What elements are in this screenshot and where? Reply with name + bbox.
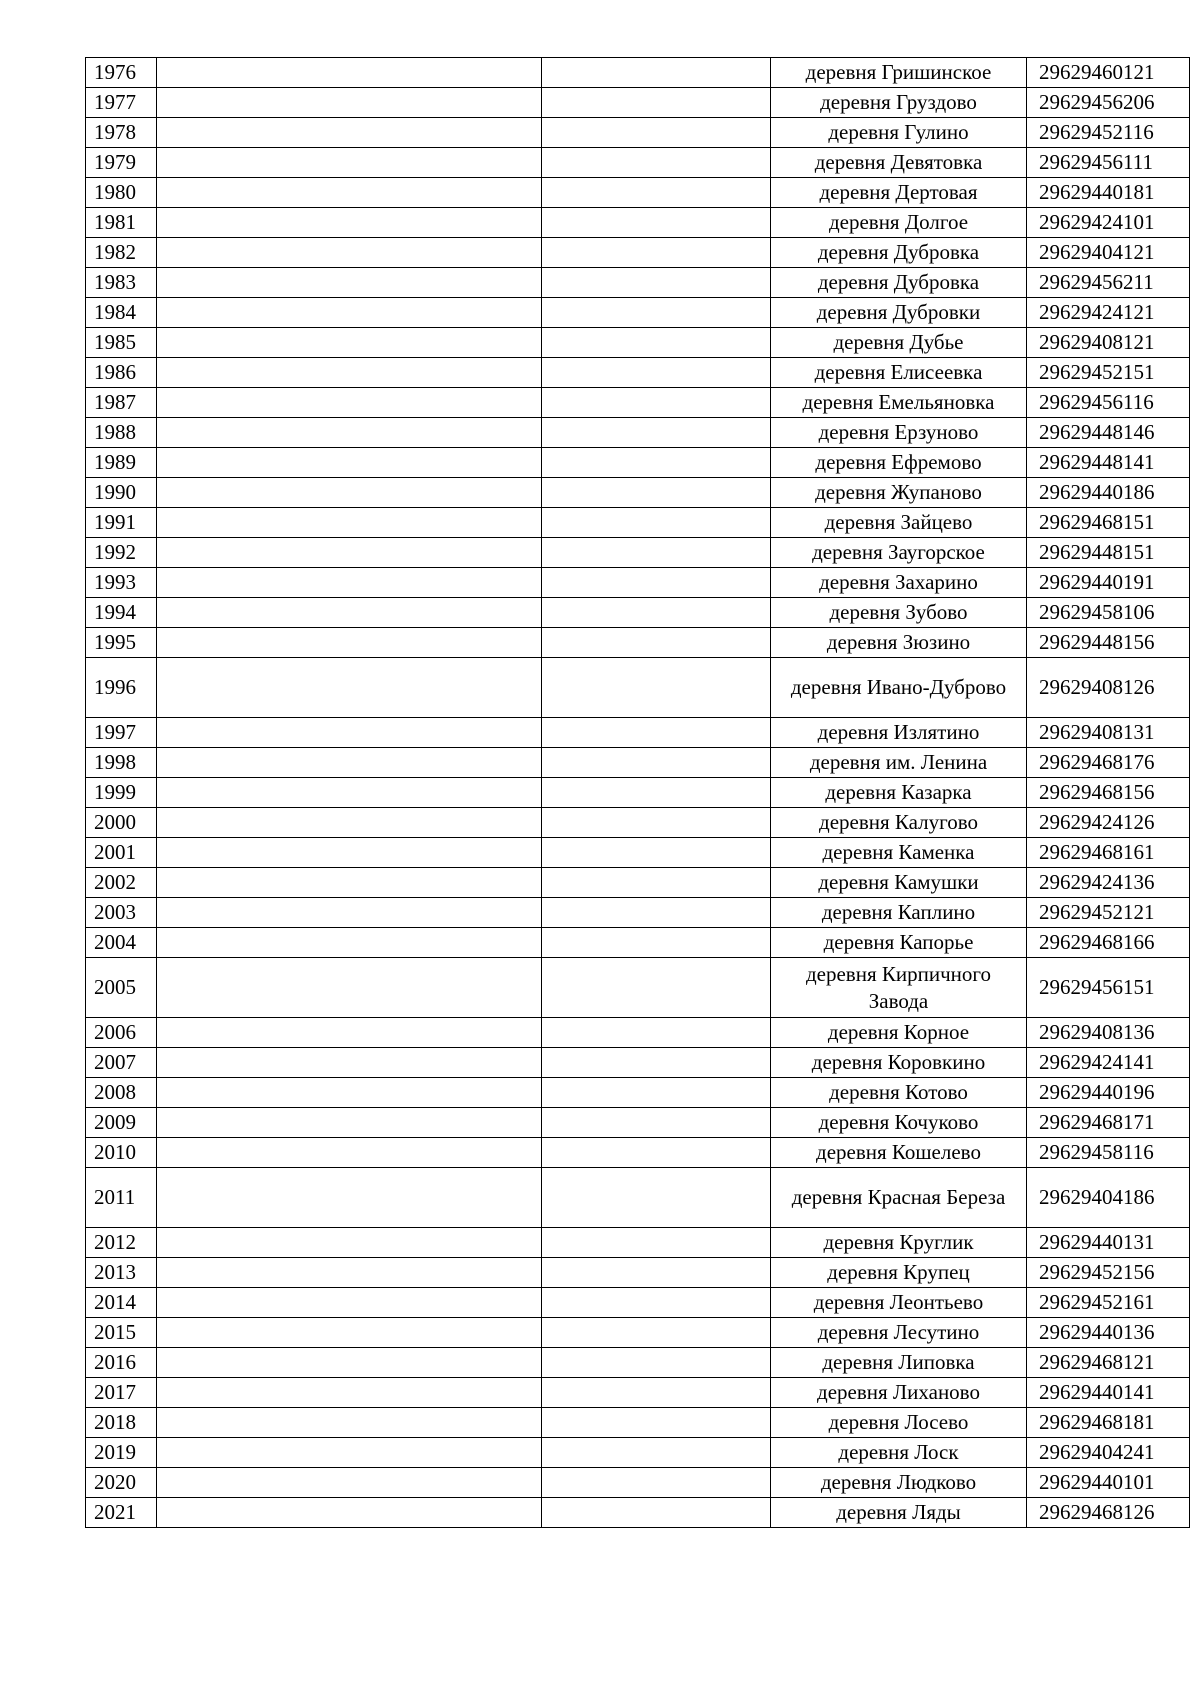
oktmo-code-cell: 29629404186 bbox=[1027, 1168, 1190, 1228]
oktmo-code-cell: 29629404241 bbox=[1027, 1438, 1190, 1468]
settlements-table bbox=[85, 57, 1190, 1528]
empty-cell bbox=[157, 1108, 542, 1138]
oktmo-code-cell: 29629452151 bbox=[1027, 358, 1190, 388]
settlement-name-cell: деревня Котово bbox=[771, 1078, 1027, 1108]
table-row bbox=[86, 148, 1190, 178]
oktmo-code-cell: 29629440196 bbox=[1027, 1078, 1190, 1108]
empty-cell bbox=[157, 508, 542, 538]
empty-cell bbox=[157, 1438, 542, 1468]
settlement-name-cell: деревня Дубровка bbox=[771, 268, 1027, 298]
settlement-name-cell: деревня Зюзино bbox=[771, 628, 1027, 658]
table-row bbox=[86, 658, 1190, 718]
empty-cell bbox=[542, 1018, 771, 1048]
empty-cell bbox=[542, 1318, 771, 1348]
settlement-name-cell: деревня Красная Береза bbox=[771, 1168, 1027, 1228]
empty-cell bbox=[157, 748, 542, 778]
row-number-cell: 2002 bbox=[86, 868, 157, 898]
table-row bbox=[86, 418, 1190, 448]
empty-cell bbox=[542, 178, 771, 208]
oktmo-code-cell: 29629448146 bbox=[1027, 418, 1190, 448]
empty-cell bbox=[157, 58, 542, 88]
empty-cell bbox=[542, 1288, 771, 1318]
table-row bbox=[86, 808, 1190, 838]
empty-cell bbox=[542, 748, 771, 778]
empty-cell bbox=[157, 208, 542, 238]
empty-cell bbox=[157, 1378, 542, 1408]
oktmo-code-cell: 29629458106 bbox=[1027, 598, 1190, 628]
oktmo-code-cell: 29629440191 bbox=[1027, 568, 1190, 598]
empty-cell bbox=[542, 328, 771, 358]
oktmo-code-cell: 29629440131 bbox=[1027, 1228, 1190, 1258]
settlement-name-cell: деревня Ерзуново bbox=[771, 418, 1027, 448]
empty-cell bbox=[157, 268, 542, 298]
empty-cell bbox=[542, 1498, 771, 1528]
row-number-cell: 1992 bbox=[86, 538, 157, 568]
empty-cell bbox=[542, 568, 771, 598]
settlement-name-cell: деревня Коровкино bbox=[771, 1048, 1027, 1078]
oktmo-code-cell: 29629440136 bbox=[1027, 1318, 1190, 1348]
row-number-cell: 1978 bbox=[86, 118, 157, 148]
table-row bbox=[86, 1378, 1190, 1408]
settlement-name-cell: деревня Кирпичного Завода bbox=[771, 958, 1027, 1018]
empty-cell bbox=[157, 598, 542, 628]
settlement-name-cell: деревня Круглик bbox=[771, 1228, 1027, 1258]
table-row bbox=[86, 58, 1190, 88]
settlement-name-cell: деревня Кочуково bbox=[771, 1108, 1027, 1138]
row-number-cell: 2007 bbox=[86, 1048, 157, 1078]
row-number-cell: 1986 bbox=[86, 358, 157, 388]
empty-cell bbox=[542, 658, 771, 718]
oktmo-code-cell: 29629440101 bbox=[1027, 1468, 1190, 1498]
table-row bbox=[86, 748, 1190, 778]
empty-cell bbox=[157, 178, 542, 208]
empty-cell bbox=[542, 1168, 771, 1228]
oktmo-code-cell: 29629424121 bbox=[1027, 298, 1190, 328]
empty-cell bbox=[157, 868, 542, 898]
empty-cell bbox=[157, 1228, 542, 1258]
oktmo-code-cell: 29629424101 bbox=[1027, 208, 1190, 238]
row-number-cell: 1997 bbox=[86, 718, 157, 748]
row-number-cell: 2019 bbox=[86, 1438, 157, 1468]
oktmo-code-cell: 29629468126 bbox=[1027, 1498, 1190, 1528]
settlement-name-cell: деревня Ляды bbox=[771, 1498, 1027, 1528]
empty-cell bbox=[157, 718, 542, 748]
oktmo-code-cell: 29629408131 bbox=[1027, 718, 1190, 748]
empty-cell bbox=[157, 448, 542, 478]
oktmo-code-cell: 29629468151 bbox=[1027, 508, 1190, 538]
settlement-name-cell: деревня Каплино bbox=[771, 898, 1027, 928]
settlement-name-cell: деревня Долгое bbox=[771, 208, 1027, 238]
oktmo-code-cell: 29629452116 bbox=[1027, 118, 1190, 148]
oktmo-code-cell: 29629452161 bbox=[1027, 1288, 1190, 1318]
empty-cell bbox=[157, 1078, 542, 1108]
empty-cell bbox=[542, 718, 771, 748]
settlement-name-cell: деревня Заугорское bbox=[771, 538, 1027, 568]
empty-cell bbox=[157, 1048, 542, 1078]
table-row bbox=[86, 1318, 1190, 1348]
table-row bbox=[86, 388, 1190, 418]
empty-cell bbox=[157, 958, 542, 1018]
empty-cell bbox=[157, 808, 542, 838]
row-number-cell: 1977 bbox=[86, 88, 157, 118]
table-row bbox=[86, 868, 1190, 898]
empty-cell bbox=[542, 868, 771, 898]
empty-cell bbox=[542, 118, 771, 148]
oktmo-code-cell: 29629448151 bbox=[1027, 538, 1190, 568]
table-row bbox=[86, 1048, 1190, 1078]
row-number-cell: 2008 bbox=[86, 1078, 157, 1108]
row-number-cell: 2000 bbox=[86, 808, 157, 838]
row-number-cell: 1988 bbox=[86, 418, 157, 448]
row-number-cell: 2012 bbox=[86, 1228, 157, 1258]
row-number-cell: 2010 bbox=[86, 1138, 157, 1168]
oktmo-code-cell: 29629440141 bbox=[1027, 1378, 1190, 1408]
table-row bbox=[86, 208, 1190, 238]
settlement-name-cell: деревня Крупец bbox=[771, 1258, 1027, 1288]
settlement-name-cell: деревня Казарка bbox=[771, 778, 1027, 808]
table-row bbox=[86, 88, 1190, 118]
empty-cell bbox=[542, 88, 771, 118]
row-number-cell: 1989 bbox=[86, 448, 157, 478]
empty-cell bbox=[542, 448, 771, 478]
empty-cell bbox=[542, 538, 771, 568]
empty-cell bbox=[157, 628, 542, 658]
empty-cell bbox=[542, 808, 771, 838]
settlement-name-cell: деревня Липовка bbox=[771, 1348, 1027, 1378]
empty-cell bbox=[542, 298, 771, 328]
empty-cell bbox=[542, 58, 771, 88]
settlement-name-cell: деревня Лесутино bbox=[771, 1318, 1027, 1348]
empty-cell bbox=[542, 898, 771, 928]
table-row bbox=[86, 568, 1190, 598]
empty-cell bbox=[157, 328, 542, 358]
empty-cell bbox=[157, 1168, 542, 1228]
row-number-cell: 2003 bbox=[86, 898, 157, 928]
table-row bbox=[86, 1408, 1190, 1438]
empty-cell bbox=[542, 928, 771, 958]
empty-cell bbox=[542, 148, 771, 178]
table-row bbox=[86, 448, 1190, 478]
table-row bbox=[86, 538, 1190, 568]
table-row bbox=[86, 1108, 1190, 1138]
empty-cell bbox=[157, 358, 542, 388]
empty-cell bbox=[157, 1258, 542, 1288]
empty-cell bbox=[542, 1438, 771, 1468]
table-row bbox=[86, 598, 1190, 628]
settlement-name-cell: деревня Елисеевка bbox=[771, 358, 1027, 388]
empty-cell bbox=[157, 538, 542, 568]
empty-cell bbox=[542, 508, 771, 538]
row-number-cell: 2016 bbox=[86, 1348, 157, 1378]
empty-cell bbox=[542, 418, 771, 448]
empty-cell bbox=[157, 898, 542, 928]
empty-cell bbox=[157, 838, 542, 868]
table-row bbox=[86, 838, 1190, 868]
row-number-cell: 1995 bbox=[86, 628, 157, 658]
settlement-name-cell: деревня Ефремово bbox=[771, 448, 1027, 478]
row-number-cell: 1999 bbox=[86, 778, 157, 808]
table-row bbox=[86, 178, 1190, 208]
empty-cell bbox=[157, 778, 542, 808]
row-number-cell: 2014 bbox=[86, 1288, 157, 1318]
empty-cell bbox=[157, 928, 542, 958]
row-number-cell: 1991 bbox=[86, 508, 157, 538]
table-row bbox=[86, 298, 1190, 328]
table-row bbox=[86, 508, 1190, 538]
table-row bbox=[86, 958, 1190, 1018]
settlement-name-cell: деревня Лоск bbox=[771, 1438, 1027, 1468]
oktmo-code-cell: 29629424141 bbox=[1027, 1048, 1190, 1078]
settlement-name-cell: деревня Корное bbox=[771, 1018, 1027, 1048]
row-number-cell: 1985 bbox=[86, 328, 157, 358]
row-number-cell: 1990 bbox=[86, 478, 157, 508]
settlement-name-cell: деревня Дертовая bbox=[771, 178, 1027, 208]
settlement-name-cell: деревня Ивано-Дуброво bbox=[771, 658, 1027, 718]
empty-cell bbox=[157, 1498, 542, 1528]
empty-cell bbox=[542, 598, 771, 628]
empty-cell bbox=[542, 1108, 771, 1138]
settlement-name-cell: деревня Лиханово bbox=[771, 1378, 1027, 1408]
settlement-name-cell: деревня Емельяновка bbox=[771, 388, 1027, 418]
empty-cell bbox=[542, 628, 771, 658]
table-row bbox=[86, 1258, 1190, 1288]
empty-cell bbox=[542, 1348, 771, 1378]
oktmo-code-cell: 29629468156 bbox=[1027, 778, 1190, 808]
row-number-cell: 2005 bbox=[86, 958, 157, 1018]
oktmo-code-cell: 29629456206 bbox=[1027, 88, 1190, 118]
settlement-name-cell: деревня Калугово bbox=[771, 808, 1027, 838]
table-row bbox=[86, 268, 1190, 298]
empty-cell bbox=[542, 838, 771, 868]
table-row bbox=[86, 1438, 1190, 1468]
row-number-cell: 1993 bbox=[86, 568, 157, 598]
empty-cell bbox=[542, 208, 771, 238]
row-number-cell: 1996 bbox=[86, 658, 157, 718]
row-number-cell: 1976 bbox=[86, 58, 157, 88]
settlement-name-cell: деревня Груздово bbox=[771, 88, 1027, 118]
empty-cell bbox=[157, 388, 542, 418]
table-row bbox=[86, 118, 1190, 148]
oktmo-code-cell: 29629440186 bbox=[1027, 478, 1190, 508]
empty-cell bbox=[542, 1378, 771, 1408]
oktmo-code-cell: 29629456211 bbox=[1027, 268, 1190, 298]
settlement-name-cell: деревня Леонтьево bbox=[771, 1288, 1027, 1318]
empty-cell bbox=[157, 1288, 542, 1318]
row-number-cell: 1984 bbox=[86, 298, 157, 328]
empty-cell bbox=[157, 1408, 542, 1438]
table-row bbox=[86, 238, 1190, 268]
settlement-name-cell: деревня Жупаново bbox=[771, 478, 1027, 508]
oktmo-code-cell: 29629456111 bbox=[1027, 148, 1190, 178]
empty-cell bbox=[542, 358, 771, 388]
settlement-name-cell: деревня Зайцево bbox=[771, 508, 1027, 538]
oktmo-code-cell: 29629456151 bbox=[1027, 958, 1190, 1018]
settlement-name-cell: деревня Дубье bbox=[771, 328, 1027, 358]
empty-cell bbox=[157, 148, 542, 178]
settlement-name-cell: деревня Гришинское bbox=[771, 58, 1027, 88]
empty-cell bbox=[542, 778, 771, 808]
table-row bbox=[86, 478, 1190, 508]
row-number-cell: 1987 bbox=[86, 388, 157, 418]
settlement-name-cell: деревня Дубровки bbox=[771, 298, 1027, 328]
row-number-cell: 1980 bbox=[86, 178, 157, 208]
empty-cell bbox=[157, 238, 542, 268]
row-number-cell: 2011 bbox=[86, 1168, 157, 1228]
oktmo-code-cell: 29629468121 bbox=[1027, 1348, 1190, 1378]
oktmo-code-cell: 29629468166 bbox=[1027, 928, 1190, 958]
empty-cell bbox=[157, 1138, 542, 1168]
row-number-cell: 1994 bbox=[86, 598, 157, 628]
empty-cell bbox=[157, 478, 542, 508]
oktmo-code-cell: 29629452121 bbox=[1027, 898, 1190, 928]
empty-cell bbox=[157, 418, 542, 448]
row-number-cell: 2001 bbox=[86, 838, 157, 868]
row-number-cell: 2020 bbox=[86, 1468, 157, 1498]
oktmo-code-cell: 29629408136 bbox=[1027, 1018, 1190, 1048]
empty-cell bbox=[542, 238, 771, 268]
table-row bbox=[86, 778, 1190, 808]
table-row bbox=[86, 628, 1190, 658]
oktmo-code-cell: 29629468181 bbox=[1027, 1408, 1190, 1438]
settlement-name-cell: деревня Каменка bbox=[771, 838, 1027, 868]
table-body bbox=[86, 58, 1190, 1528]
empty-cell bbox=[157, 1468, 542, 1498]
oktmo-code-cell: 29629460121 bbox=[1027, 58, 1190, 88]
table-row bbox=[86, 898, 1190, 928]
oktmo-code-cell: 29629408121 bbox=[1027, 328, 1190, 358]
settlement-name-cell: деревня Гулино bbox=[771, 118, 1027, 148]
empty-cell bbox=[157, 298, 542, 328]
settlement-name-cell: деревня Девятовка bbox=[771, 148, 1027, 178]
empty-cell bbox=[542, 1078, 771, 1108]
empty-cell bbox=[542, 478, 771, 508]
settlement-name-cell: деревня Камушки bbox=[771, 868, 1027, 898]
settlement-name-cell: деревня Кошелево bbox=[771, 1138, 1027, 1168]
table-row bbox=[86, 928, 1190, 958]
oktmo-code-cell: 29629452156 bbox=[1027, 1258, 1190, 1288]
settlement-name-cell: деревня Захарино bbox=[771, 568, 1027, 598]
row-number-cell: 1982 bbox=[86, 238, 157, 268]
empty-cell bbox=[542, 958, 771, 1018]
empty-cell bbox=[157, 658, 542, 718]
table-row bbox=[86, 1468, 1190, 1498]
row-number-cell: 2017 bbox=[86, 1378, 157, 1408]
empty-cell bbox=[157, 568, 542, 598]
oktmo-code-cell: 29629468176 bbox=[1027, 748, 1190, 778]
row-number-cell: 2009 bbox=[86, 1108, 157, 1138]
table-row bbox=[86, 718, 1190, 748]
settlement-name-cell: деревня Зубово bbox=[771, 598, 1027, 628]
empty-cell bbox=[157, 1318, 542, 1348]
row-number-cell: 2021 bbox=[86, 1498, 157, 1528]
oktmo-code-cell: 29629404121 bbox=[1027, 238, 1190, 268]
table-row bbox=[86, 358, 1190, 388]
empty-cell bbox=[542, 1258, 771, 1288]
empty-cell bbox=[542, 268, 771, 298]
table-row bbox=[86, 328, 1190, 358]
table-row bbox=[86, 1018, 1190, 1048]
empty-cell bbox=[157, 1018, 542, 1048]
empty-cell bbox=[157, 1348, 542, 1378]
table-row bbox=[86, 1288, 1190, 1318]
table-row bbox=[86, 1498, 1190, 1528]
oktmo-code-cell: 29629440181 bbox=[1027, 178, 1190, 208]
row-number-cell: 2015 bbox=[86, 1318, 157, 1348]
table-row bbox=[86, 1228, 1190, 1258]
table-row bbox=[86, 1138, 1190, 1168]
oktmo-code-cell: 29629456116 bbox=[1027, 388, 1190, 418]
row-number-cell: 1981 bbox=[86, 208, 157, 238]
empty-cell bbox=[542, 1408, 771, 1438]
row-number-cell: 2013 bbox=[86, 1258, 157, 1288]
empty-cell bbox=[542, 1138, 771, 1168]
oktmo-code-cell: 29629468161 bbox=[1027, 838, 1190, 868]
oktmo-code-cell: 29629458116 bbox=[1027, 1138, 1190, 1168]
oktmo-code-cell: 29629448156 bbox=[1027, 628, 1190, 658]
empty-cell bbox=[542, 1468, 771, 1498]
oktmo-code-cell: 29629468171 bbox=[1027, 1108, 1190, 1138]
settlement-name-cell: деревня им. Ленина bbox=[771, 748, 1027, 778]
row-number-cell: 1983 bbox=[86, 268, 157, 298]
oktmo-code-cell: 29629424126 bbox=[1027, 808, 1190, 838]
oktmo-code-cell: 29629448141 bbox=[1027, 448, 1190, 478]
oktmo-code-cell: 29629424136 bbox=[1027, 868, 1190, 898]
table-row bbox=[86, 1168, 1190, 1228]
settlement-name-cell: деревня Лосево bbox=[771, 1408, 1027, 1438]
empty-cell bbox=[542, 388, 771, 418]
settlement-name-cell: деревня Людково bbox=[771, 1468, 1027, 1498]
oktmo-code-cell: 29629408126 bbox=[1027, 658, 1190, 718]
empty-cell bbox=[157, 88, 542, 118]
settlement-name-cell: деревня Капорье bbox=[771, 928, 1027, 958]
row-number-cell: 1998 bbox=[86, 748, 157, 778]
empty-cell bbox=[542, 1228, 771, 1258]
settlement-name-cell: деревня Излятино bbox=[771, 718, 1027, 748]
row-number-cell: 2006 bbox=[86, 1018, 157, 1048]
empty-cell bbox=[157, 118, 542, 148]
table-row bbox=[86, 1078, 1190, 1108]
settlement-name-cell: деревня Дубровка bbox=[771, 238, 1027, 268]
row-number-cell: 1979 bbox=[86, 148, 157, 178]
row-number-cell: 2004 bbox=[86, 928, 157, 958]
row-number-cell: 2018 bbox=[86, 1408, 157, 1438]
table-row bbox=[86, 1348, 1190, 1378]
empty-cell bbox=[542, 1048, 771, 1078]
